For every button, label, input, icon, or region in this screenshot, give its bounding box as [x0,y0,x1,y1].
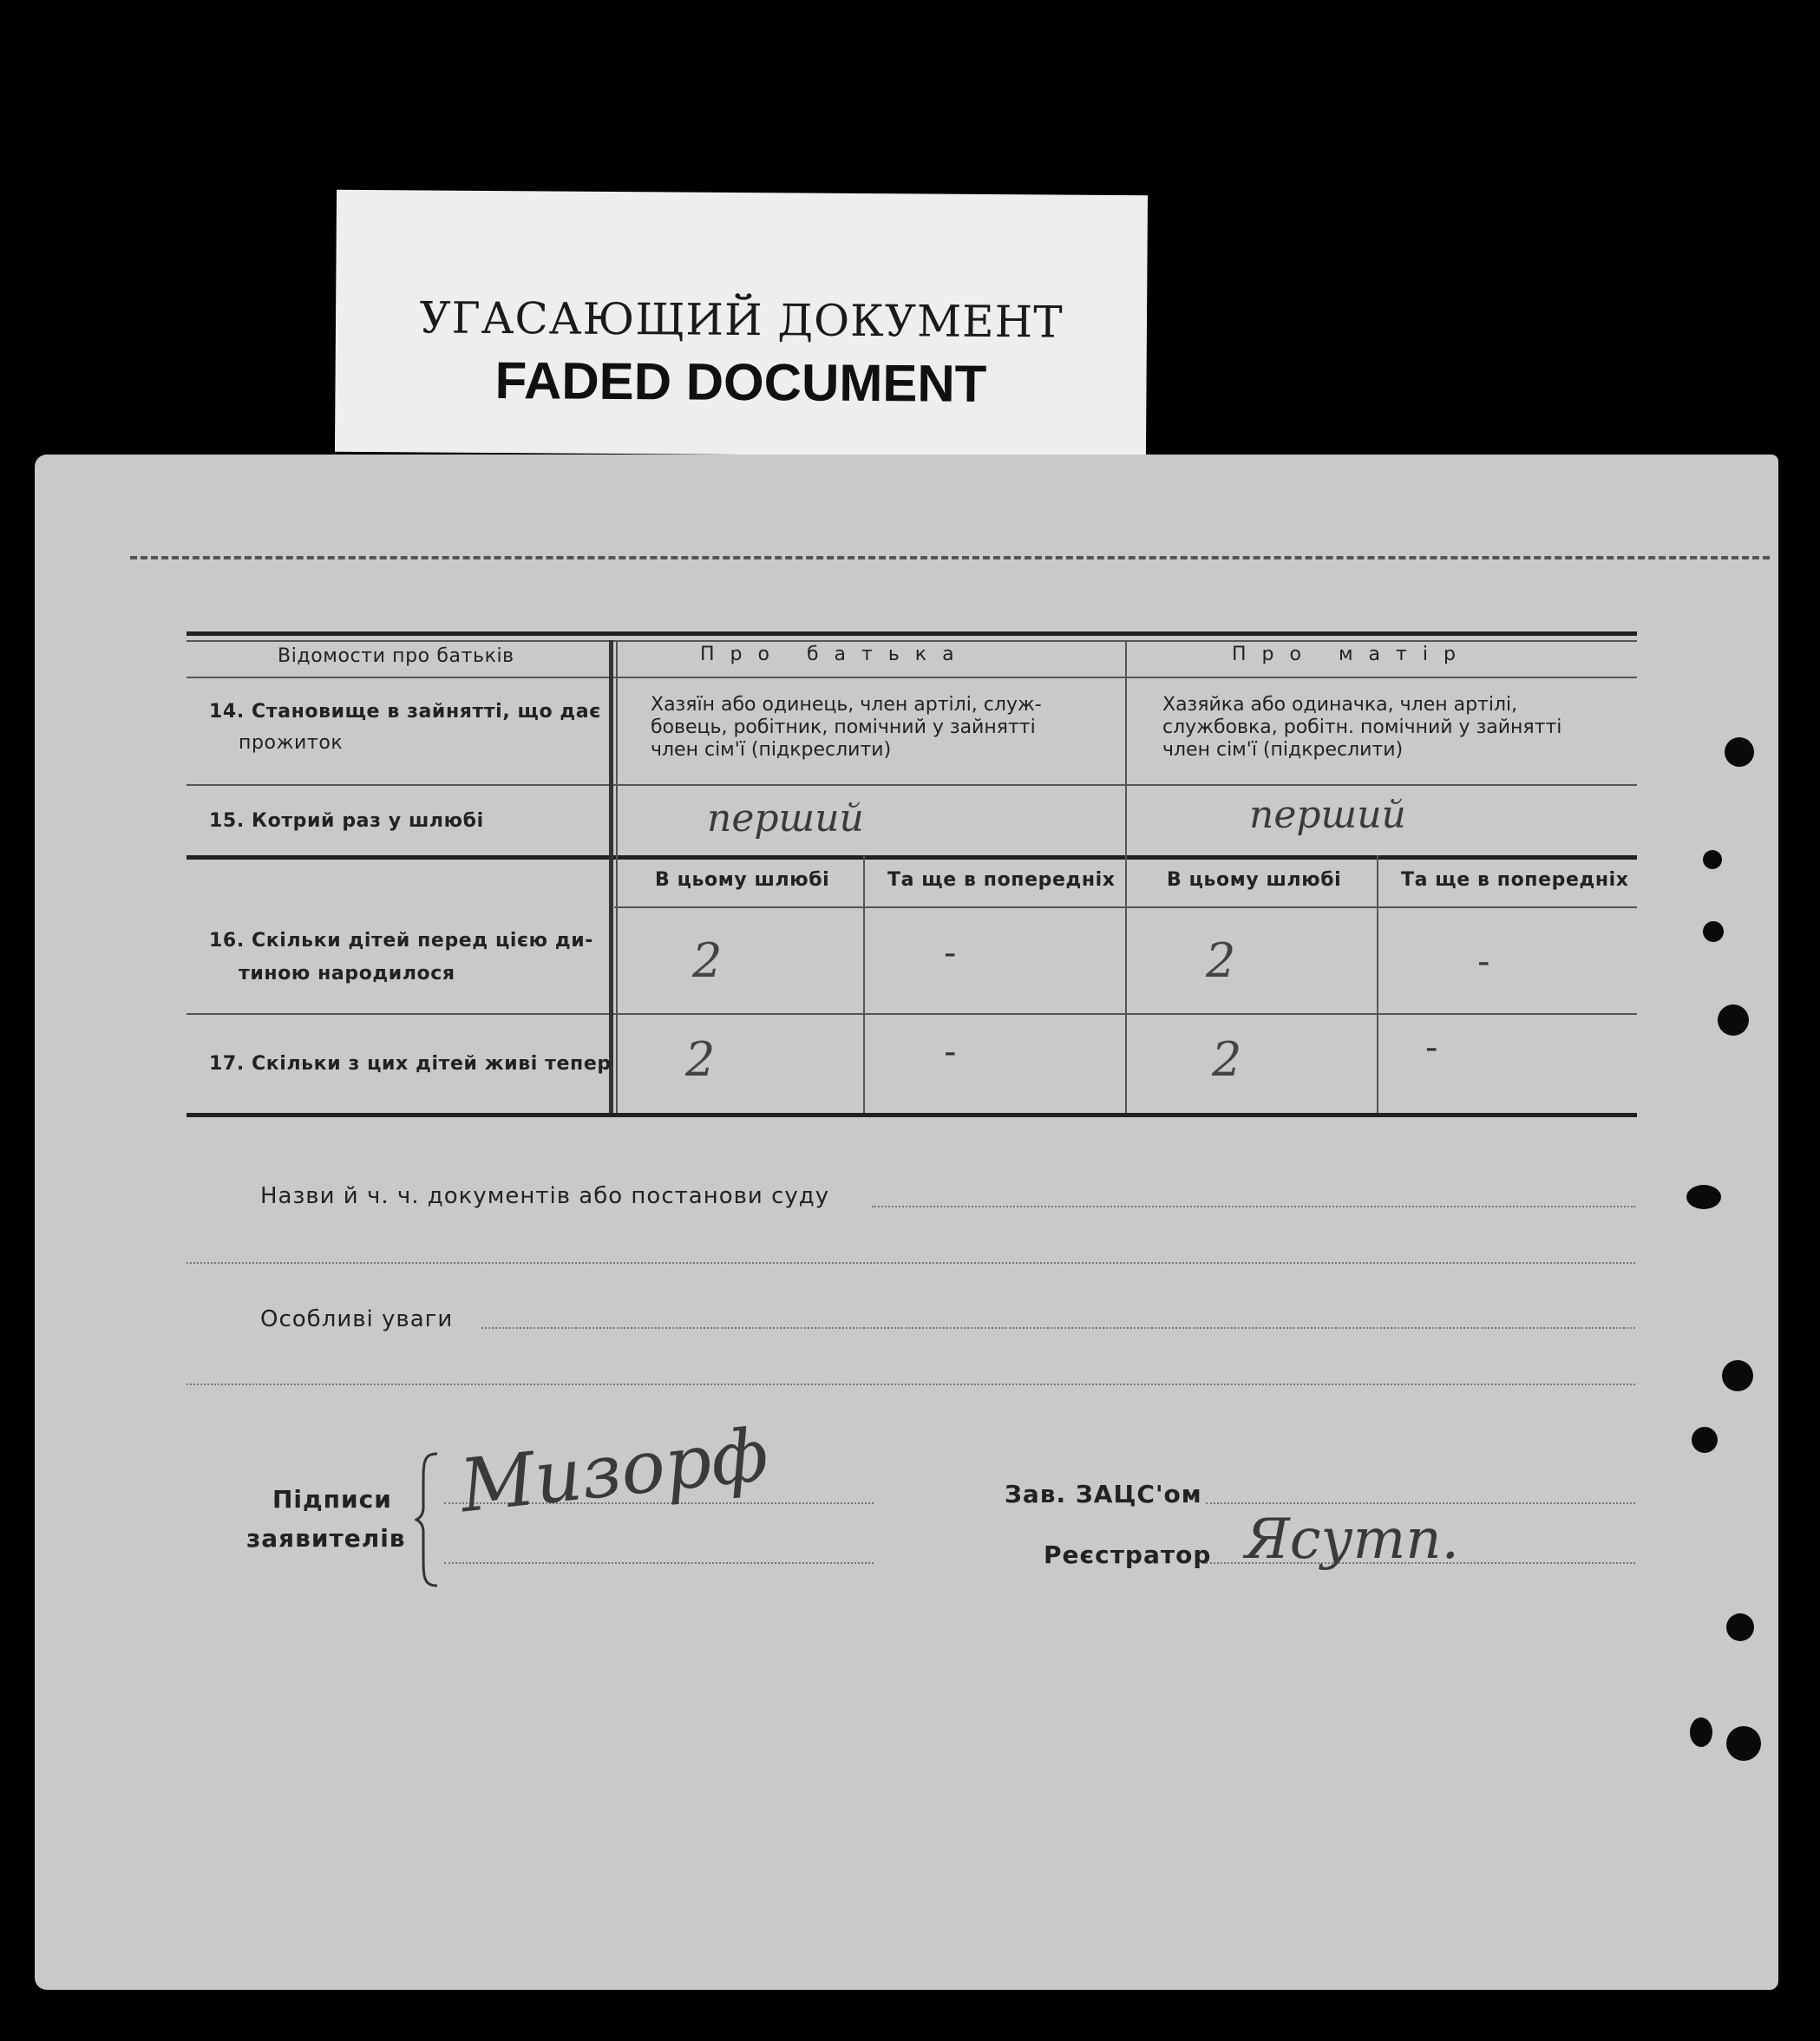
applicants-label-line1: Підписи [272,1485,392,1514]
label-column-divider-inner [616,640,618,1113]
row14-father-options-line2: бовець, робітник, помічний у зайнятті [651,716,1036,738]
header-parents-info: Відомости про батьків [278,645,514,667]
row14-father-options-line3: член сім'ї (підкреслити) [651,739,892,761]
applicants-brace-icon [415,1450,441,1589]
header-father: Про батька [700,644,970,665]
row16-father-prev: - [944,933,957,973]
subhead-father-this: В цьому шлюбі [655,869,830,891]
header-bottom-line [187,677,1637,678]
table-top-border-inner [187,640,1637,642]
notes-label: Особливі уваги [260,1306,454,1332]
perforation-line [130,556,1770,559]
row14-father-options [651,694,1042,762]
row15-bottom-line [187,855,1637,860]
binding-hole [1718,1004,1749,1036]
row15-mother-value: перший [1249,793,1406,837]
binding-hole [1726,1726,1761,1761]
documents-line-2 [187,1262,1635,1264]
binding-hole [1725,737,1754,767]
father-mother-divider [1125,640,1127,1113]
documents-line-1 [872,1206,1635,1207]
row14-father-options-line1: Хазяїн або одинець, член артілі, служ- [651,694,1042,716]
binding-hole [1703,850,1722,869]
subhead-father-prev: Та ще в попередніх [887,869,1116,891]
documents-label: Назви й ч. ч. документів або постанови суду [260,1183,830,1209]
row16-father-this: 2 [692,933,723,988]
header-mother: Про матір [1232,644,1471,665]
faded-document-tag [335,190,1148,458]
row16-mother-this: 2 [1206,933,1236,988]
applicant-signature-line-2 [444,1562,874,1564]
notes-line-1 [481,1327,1635,1329]
row16-label-line2: тиною народилося [239,963,455,985]
row14-mother-options [1162,694,1561,762]
table-bottom-border [187,1113,1637,1117]
row14-label-line1: 14. Становище в зайнятті, що дає [209,701,601,723]
subhead-mother-prev: Та ще в попередніх [1401,869,1629,891]
row15-father-value: перший [707,796,864,841]
binding-hole [1726,1613,1754,1641]
row14-bottom-line [187,784,1637,786]
head-signature-line [1206,1502,1635,1504]
registrar-label: Реєстратор [1044,1541,1212,1569]
binding-hole [1692,1427,1718,1453]
subhead-mother-this: В цьому шлюбі [1167,869,1342,891]
row15-label: 15. Котрий раз у шлюбі [209,810,484,832]
binding-hole [1690,1717,1712,1747]
mother-subcolumn-divider [1377,855,1378,1113]
notes-line-2 [187,1384,1635,1385]
applicants-label-line2: заявителів [246,1524,406,1553]
row16-label-line1: 16. Скільки дітей перед цією ди- [209,930,594,952]
row14-mother-options-line2: службовка, робітн. помічний у зайнятті [1162,716,1562,738]
binding-hole [1686,1185,1721,1209]
row17-mother-this: 2 [1212,1032,1242,1087]
binding-hole [1703,921,1724,942]
row17-mother-prev: - [1425,1028,1438,1068]
row17-label: 17. Скільки з цих дітей живі тепер [209,1053,612,1075]
row14-mother-options-line1: Хазяйка або одиначка, член артілі, [1162,694,1518,716]
row16-bottom-line [187,1013,1637,1015]
head-of-registry-label: Зав. ЗАЦС'ом [1005,1480,1202,1508]
row16-mother-prev: - [1477,942,1490,982]
tag-title-english: FADED DOCUMENT [494,351,987,413]
parents-table [187,631,1637,1117]
row17-father-prev: - [944,1032,957,1072]
binding-hole [1722,1360,1753,1391]
row17-father-this: 2 [685,1032,716,1087]
registrar-signature: Ясутп. [1245,1508,1459,1572]
label-column-divider [609,640,613,1113]
father-subcolumn-divider [863,855,865,1113]
tag-title-russian: УГАСАЮЩИЙ ДОКУМЕНТ [419,292,1064,348]
row14-mother-options-line3: член сім'ї (підкреслити) [1162,739,1404,761]
table-top-border [187,631,1637,636]
applicant-signature: Мизорф [455,1411,773,1529]
row14-label-line2: прожиток [239,732,344,754]
